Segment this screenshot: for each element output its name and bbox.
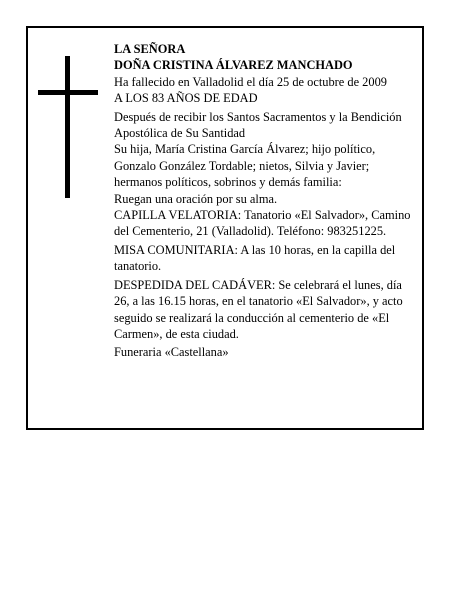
cross-vertical-bar bbox=[65, 56, 70, 198]
obituary-card bbox=[26, 26, 424, 430]
sacraments-paragraph: Después de recibir los Santos Sacramentos y la Bendición Apostólica de Su Santidad bbox=[114, 109, 402, 141]
farewell-paragraph: DESPEDIDA DEL CADÁVER: Se celebrará el lunes, día 26, a las 16.15 horas, en el tanatorio «El Salvador», y acto seguido se realizará la conducción al cementerio de «El Carmen», de esta ciudad. bbox=[114, 277, 403, 341]
cross-icon bbox=[38, 56, 98, 198]
chapel-paragraph: CAPILLA VELATORIA: Tanatorio «El Salvador», Camino del Cementerio, 21 (Valladolid). Teléfono: 983251225. bbox=[114, 208, 411, 239]
deceased-name: DOÑA CRISTINA ÁLVAREZ MANCHADO bbox=[114, 58, 353, 73]
prayer-line: Ruegan una oración por su alma. bbox=[114, 191, 278, 206]
family-paragraph: Su hija, María Cristina García Álvarez; hijo político, Gonzalo González Tordable; nietos, Silvia y Javier; hermanos políticos, sobrinos y demás familia: bbox=[114, 142, 376, 190]
cross-horizontal-bar bbox=[38, 90, 98, 95]
title-line-1: LA SEÑORA bbox=[114, 42, 186, 56]
age-line: A LOS 83 AÑOS DE EDAD bbox=[114, 91, 258, 106]
obituary-text bbox=[114, 41, 420, 361]
mass-paragraph: MISA COMUNITARIA: A las 10 horas, en la capilla del tanatorio. bbox=[114, 242, 396, 274]
funeral-home: Funeraria «Castellana» bbox=[114, 345, 229, 360]
death-line: Ha fallecido en Valladolid el día 25 de octubre de 2009 bbox=[114, 74, 387, 89]
